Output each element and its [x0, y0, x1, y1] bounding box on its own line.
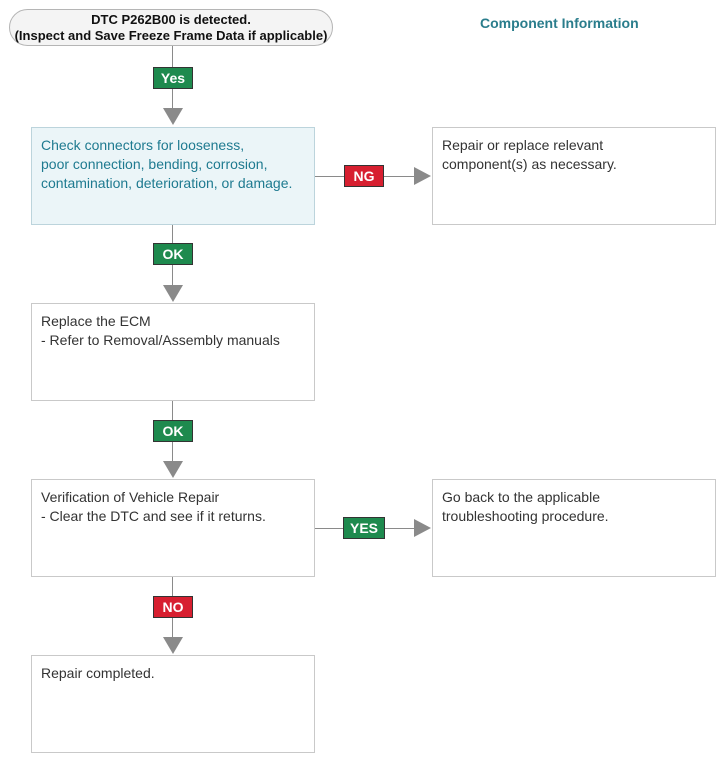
ok-badge: OK: [153, 420, 193, 442]
step-text-line: - Refer to Removal/Assembly manuals: [41, 332, 280, 348]
yes-badge: YES: [343, 517, 385, 539]
step-text-line: Go back to the applicable: [442, 489, 600, 505]
start-node: [9, 9, 333, 46]
step-verification: [31, 479, 315, 577]
step-text-line: Check connectors for looseness,: [41, 137, 245, 153]
step-replace-ecm: [31, 303, 315, 401]
ok-badge: OK: [153, 243, 193, 265]
start-subtitle: (Inspect and Save Freeze Frame Data if applicable): [14, 28, 328, 43]
step-text-line: Replace the ECM: [41, 313, 151, 329]
ng-badge: NG: [344, 165, 384, 187]
step-text-line: contamination, deterioration, or damage.: [41, 175, 293, 191]
arrow-down-icon: [163, 108, 183, 125]
step-repair-completed: [31, 655, 315, 753]
no-badge: NO: [153, 596, 193, 618]
step-text-line: troubleshooting procedure.: [442, 508, 609, 524]
step-check-connectors: [31, 127, 315, 225]
step-text-line: - Clear the DTC and see if it returns.: [41, 508, 266, 524]
arrow-right-icon: [414, 519, 431, 537]
yes-badge: Yes: [153, 67, 193, 89]
step-text-line: Repair completed.: [41, 665, 155, 681]
step-text-line: poor connection, bending, corrosion,: [41, 156, 268, 172]
arrow-down-icon: [163, 285, 183, 302]
arrow-right-icon: [414, 167, 431, 185]
step-go-back: [432, 479, 716, 577]
step-repair-component: [432, 127, 716, 225]
arrow-down-icon: [163, 461, 183, 478]
component-information-link[interactable]: Component Information: [480, 15, 639, 31]
step-text-line: component(s) as necessary.: [442, 156, 617, 172]
start-title: DTC P262B00 is detected.: [91, 12, 251, 27]
arrow-down-icon: [163, 637, 183, 654]
step-text-line: Repair or replace relevant: [442, 137, 604, 153]
step-text-line: Verification of Vehicle Repair: [41, 489, 220, 505]
